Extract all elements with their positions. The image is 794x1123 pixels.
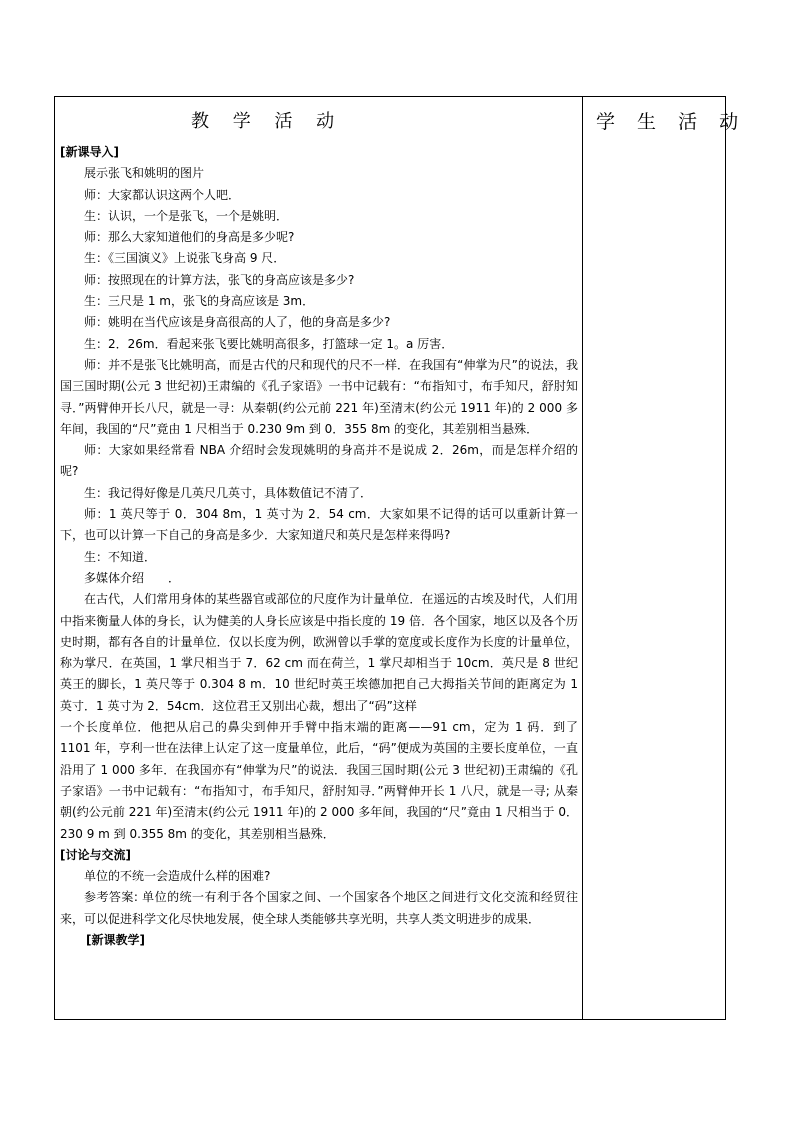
paragraph: 参考答案: 单位的统一有利于各个国家之间、一个国家各个地区之间进行文化交流和经贸往来，可以促进科学文化尽快地发展，使全球人类能够共享光明，共享人类文明进步的成果． (60, 890, 578, 926)
section-heading: [讨论与交流] (60, 847, 131, 862)
paragraph: 师：大家如果经常看 NBA 介绍时会发现姚明的身高并不是说成 2．26m，而是怎样介绍的呢? (60, 443, 578, 479)
paragraph: 一个长度单位．他把从启己的鼻尖到伸开手臂中指末端的距离——91 cm，定为 1 码．到了 1101 年，亨利一世在法律上认定了这一度量单位，此后，“码”便成为英国的主要长度单位，一直沿用了 1 000 多年．在我国亦有“伸掌为尺”的说法．我国三国时期(公元 3 世纪初)王肃编的《孔子家语》一书中记载有：“布指知寸，布手知尺，舒肘知寻．”两臂伸开长 1 八尺，就是一寻; 从秦朝(约公元前 221 年)至清末(约公元 1911 年)的 2 000 多年间，我国的“尺”竟由 1 尺相当于 0．230 9 m 到 0.355 8m 的变化，其差别相当悬殊． (60, 720, 578, 841)
paragraph: 师：大家都认识这两个人吧． (84, 187, 241, 202)
paragraph: 师：1 英尺等于 0．304 8m，1 英寸为 2．54 cm．大家如果不记得的话可以重新计算一下，也可以计算一下自己的身高是多少．大家知道尺和英尺是怎样来得吗? (60, 507, 578, 543)
paragraph: 生：认识，一个是张飞，一个是姚明． (84, 208, 289, 223)
section-heading: [新课导入] (60, 145, 119, 159)
paragraph: 多媒体介绍 ． (84, 570, 181, 585)
column-divider (582, 97, 583, 1019)
paragraph: 生：我记得好像是几英尺几英寸，具体数值记不清了． (84, 485, 373, 500)
paragraph: 展示张飞和姚明的图片 (84, 166, 205, 181)
teaching-activity-content (60, 142, 578, 951)
paragraph: 生：不知道． (84, 549, 157, 564)
lesson-table (54, 96, 747, 1020)
paragraph: 师：按照现在的计算方法，张飞的身高应该是多少? (84, 272, 355, 287)
paragraph: 生：《三国演义》上说张飞身高 9 尺． (84, 251, 286, 266)
paragraph: 生：2．26m．看起来张飞要比姚明高很多，打篮球一定 1。a 厉害． (84, 336, 454, 351)
section-heading: [新课教学] (86, 932, 145, 947)
paragraph: 师：那么大家知道他们的身高是多少呢? (84, 230, 295, 245)
paragraph: 师：并不是张飞比姚明高，而是古代的尺和现代的尺不一样．在我国有“伸掌为尺”的说法，我国三国时期(公元 3 世纪初)王肃编的《孔子家语》一书中记载有：“布指知寸，布手知尺，舒肘知寻．”两臂伸开长八尺，就是一寻：从秦朝(约公元前 221 年)至清末(约公元 1911 年)的 2 000 多年间，我国的“尺”竟由 1 尺相当于 0.230 9m 到 0．355 8m 的变化，其差别相当悬殊． (60, 357, 578, 436)
teaching-activity-header: 教 学 活 动 (191, 111, 344, 132)
paragraph: 生：三尺是 1 m，张飞的身高应该是 3m． (84, 294, 315, 309)
paragraph: 单位的不统一会造成什么样的困难? (84, 869, 271, 884)
paragraph: 师：姚明在当代应该是身高很高的人了，他的身高是多少? (84, 315, 391, 330)
student-activity-header: 学 生 活 动 (596, 111, 747, 133)
paragraph: 在古代，人们常用身体的某些器官或部位的尺度作为计量单位．在遥远的古埃及时代，人们用中指来衡量人体的身长，认为健美的人身长应该是中指长度的 19 倍．各个国家，地区以及各个历史时期，都有各自的计量单位．仅以长度为例，欧洲曾以手掌的宽度或长度作为长度的计量单位，称为掌尺．在英国，1 掌尺相当于 7．62 cm 而在荷兰，1 掌尺却相当于 10cm．英尺是 8 世纪英王的脚长，1 英尺等于 0.304 8 m．10 世纪时英王埃德加把自己大拇指关节间的距离定为 1 英寸．1 英寸为 2．54cm．这位君王又别出心裁，想出了“码”这样 (60, 592, 578, 713)
